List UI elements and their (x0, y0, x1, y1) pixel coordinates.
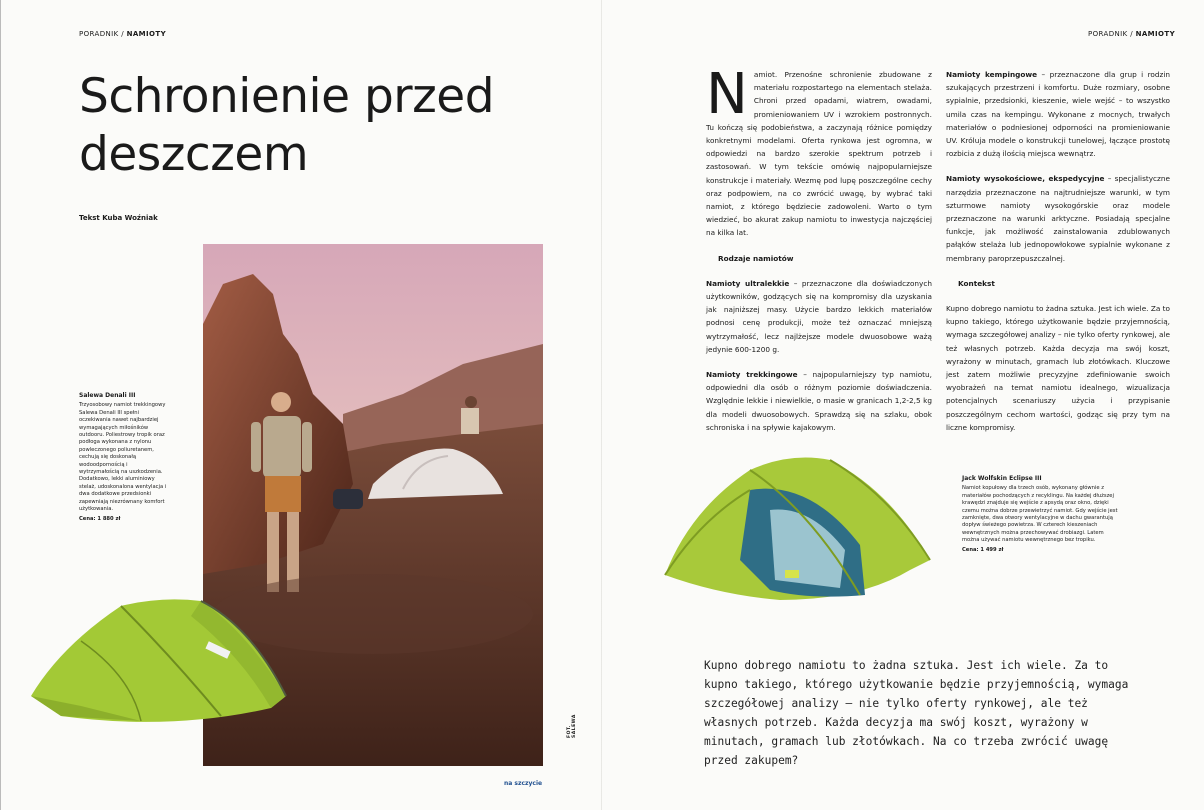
text-camping: – przeznaczone dla grup i rodzin szukających przestrzeni i komfortu. Duże rozmiary, osobne sypialnie, przedsionki, kieszenie, wiele wejść – to wszystko umila czas na kempingu. Wykonane z mocnych, trwałych materiałów o podniesionej odporności na promieniowanie UV. Króluja modele o konstrukcji tunelowej, łączące prostotę rozbicia z dużą ilością miejsca wewnątrz. (946, 70, 1170, 159)
salewa-tent-image (21, 586, 311, 736)
column-2 (946, 68, 1170, 446)
caption-heading: Jack Wolfskin Eclipse III (962, 475, 1042, 482)
right-page (602, 0, 1204, 810)
text-ultralight: – przeznaczone dla doświadczonych użytkowników, godzących się na kompromisy dla uzyskania jak najniższej masy. Użycie bardzo lekkich materiałów podnosi cenę produkcji, może też oznaczać mniejszą wytrzymałość, lecz najlżejsze modele dwuosobowe ważą jedynie 600-1200 g. (706, 278, 932, 354)
product-caption-salewa (79, 392, 169, 523)
paragraph-context: Kupno dobrego namiotu to żadna sztuka. Jest ich wiele. Za to kupno takiego, którego użytkowanie będzie przyjemnością, wymaga szczegółowej analizy – nie tylko oferty rynkowej, ale też własnych potrzeb. Każda decyzja ma swój koszt, wyrażony w minutach, gramach lub złotówkach. Kluczowe jest zatem możliwie precyzyjne zdefiniowanie swoich wyobrażeń na temat namiotu idealnego, wizualizacja potencjalnych scenariuszy użycia i przypisanie poszczególnym cechom wartości, godząc się przy tym na liczne kompromisy. (946, 304, 1170, 432)
pull-quote: Kupno dobrego namiotu to żadna sztuka. Jest ich wiele. Za to kupno takiego, którego użytkowanie będzie przyjemnością, wymaga szczegółowej analizy – nie tylko oferty rynkowej, ale też własnych potrzeb. Każda decyzja ma swój koszt, wyrażony w minutach, gramach lub złotówkach. Na co trzeba zwrócić uwagę przed zakupem? (704, 659, 1129, 767)
term-ultralight: Namioty ultralekkie (706, 278, 790, 288)
author-credit: Tekst Kuba Woźniak (79, 214, 158, 222)
caption-price: Cena: 1 880 zł (79, 515, 121, 522)
column-1 (706, 62, 932, 446)
page-title: Schronienie przed deszczem (79, 69, 495, 182)
photo-credit: FOT. SALEWA (567, 714, 577, 738)
caption-price: Cena: 1 499 zł (962, 546, 1004, 553)
text-trekking: – najpopularniejszy typ namiotu, odpowiedni dla osób o różnym poziomie doświadczenia. Względnie lekkie i niewielkie, o masie w granicach 1,2-2,5 kg dla modeli dwuosobowych. Sprawdzą się na szlaku, obok schroniska i na spływie kajakowym. (706, 370, 932, 432)
breadcrumb-topic: NAMIOTY (126, 30, 167, 38)
text-expedition: – specjalistyczne narzędzia przeznaczone na najtrudniejsze warunki, w tym szturmowe namioty wysokogórskie oraz modele przeznaczone na warunki arktyczne. Posiadają specjalne funkcje, jak możliwość zainstalowania zdublowanych pałąków stelaża lub jednopowłokowe sypialnie wykonane z membrany paroprzepuszczalnej. (946, 174, 1171, 263)
breadcrumb-section: PORADNIK / (79, 30, 124, 38)
intro-text: amiot. Przenośne schronienie zbudowane z materiału rozpostartego na elementach stelaża. Chroni przed opadami, wiatrem, owadami, promieniowaniem UV i wzrokiem postronnych. Tu kończą się podobieństwa, a zaczynają różnice pomiędzy konkretnymi modelami. Oferta rynkowa jest ogromna, w odpowiedzi na bardzo szerokie spektrum potrzeb i zastosowań. W tym tekście omówię najpopularniejsze konstrukcje i materiały. Wezmę pod lupę poszczególne cechy oraz podpowiem, na co zwrócić uwagę, by wybrać taki namiot, z którego będziecie zadowoleni. Warto o tym wiedzieć, bo akurat zakup namiotu to inwestycja najczęściej na kilka lat. (706, 70, 932, 238)
breadcrumb-topic: NAMIOTY (1135, 30, 1176, 38)
term-expedition: Namioty wysokościowe, ekspedycyjne (946, 174, 1105, 184)
drop-cap: N (706, 62, 748, 127)
term-trekking: Namioty trekkingowe (706, 370, 798, 380)
subheading-types: Rodzaje namiotów (718, 253, 794, 263)
caption-body: Trzyosobowy namiot trekkingowy Salewa Denali III spełni oczekiwania nawet najbardziej wymagających miłośników outdooru. Poliestrowy tropik oraz podłoga wykonana z nylonu powleczonego poliuretanem, cechują się doskonałą wodoodpornością i wytrzymałością na uszkodzenia. Dodatkowo, lekki aluminiowy stelaż, udoskonalona wentylacja i dwa dodatkowe przedsionki zapewniają niezrównany komfort użytkowania. (79, 402, 167, 513)
paragraph-expedition (946, 172, 1170, 264)
paragraph-camping (946, 68, 1170, 160)
product-caption-jack-wolfskin (962, 475, 1122, 554)
paragraph-trekking (706, 368, 932, 434)
intro-paragraph (706, 62, 932, 240)
term-camping: Namioty kempingowe (946, 70, 1038, 79)
paragraph-ultralight (706, 277, 932, 356)
jack-wolfskin-tent-image (660, 450, 940, 610)
subheading-context: Kontekst (958, 278, 995, 288)
breadcrumb-section: PORADNIK / (1088, 30, 1133, 38)
breadcrumb (79, 30, 166, 38)
magazine-logo: na szczycie (504, 780, 543, 787)
breadcrumb (1088, 30, 1175, 38)
caption-body: Namiot kopułowy dla trzech osób, wykonany głównie z materiałów pochodzących z recyklingu. Na każdej dłuższej krawędzi znajduje się wejście z apsydą oraz okno, dzięki czemu można dobrze przewietrzyć namiot. Gdy wejście jest zamknięte, dwa otwory wentylacyjne w dachu gwarantują dopływ świeżego powietrza. W czterech kieszeniach wewnętrznych można przechowywać drobiazgi. Latem można używać namiotu wewnętrznego bez tropiku. (962, 485, 1118, 544)
caption-heading: Salewa Denali III (79, 392, 136, 399)
